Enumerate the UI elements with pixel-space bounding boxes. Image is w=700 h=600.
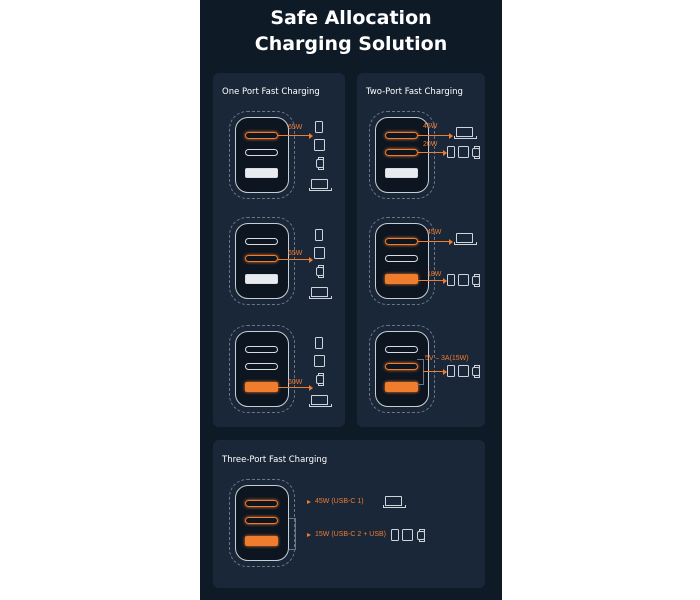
panel-three-port — [213, 440, 485, 588]
laptop-icon — [311, 287, 328, 297]
watch-icon — [472, 148, 480, 157]
usb-c2-port — [385, 255, 418, 262]
phone-icon — [315, 337, 323, 349]
usb-a-port — [385, 168, 418, 178]
charger-icon — [235, 117, 289, 193]
usb-a-port — [245, 168, 278, 178]
usb-c1-port — [245, 346, 278, 353]
usb-c1-port — [385, 132, 418, 139]
tablet-icon — [458, 146, 469, 158]
tablet-icon — [314, 139, 325, 151]
power-label: 18W — [427, 271, 442, 278]
tablet-icon — [458, 274, 469, 286]
watch-icon — [417, 531, 425, 540]
usb-c2-port — [245, 517, 278, 524]
power-label: 45W — [427, 229, 442, 236]
watch-icon — [472, 276, 480, 285]
power-label: 45W (USB-C 1) — [315, 498, 364, 505]
output-arrow — [417, 241, 451, 242]
panel-one-port — [213, 73, 345, 427]
panel-title: One Port Fast Charging — [222, 87, 320, 97]
usb-c2-port — [385, 149, 418, 156]
watch-icon — [316, 375, 324, 384]
usb-c2-port — [245, 363, 278, 370]
port-bracket — [417, 359, 424, 385]
usb-a-port — [245, 382, 278, 392]
tablet-icon — [314, 355, 325, 367]
laptop-icon — [456, 233, 473, 243]
output-arrow — [277, 135, 311, 136]
usb-c1-port — [245, 132, 278, 139]
charger-icon — [235, 485, 289, 561]
usb-c2-port — [245, 149, 278, 156]
power-label: 60W — [288, 379, 303, 386]
panel-title: Three-Port Fast Charging — [222, 455, 328, 465]
watch-icon — [472, 367, 480, 376]
power-label: 15W (USB-C 2 + USB) — [315, 531, 386, 538]
charger-icon — [235, 223, 289, 299]
laptop-icon — [311, 395, 328, 405]
infographic — [200, 0, 502, 600]
power-label: 65W — [288, 124, 303, 131]
panel-title: Two-Port Fast Charging — [366, 87, 463, 97]
watch-icon — [316, 159, 324, 168]
phone-icon — [447, 365, 455, 377]
phone-icon — [315, 229, 323, 241]
output-arrow — [417, 280, 445, 281]
charger-icon — [375, 117, 429, 193]
power-label: 65W — [288, 250, 303, 257]
power-label: 20W — [423, 141, 438, 148]
device-icons — [311, 229, 351, 305]
phone-icon — [447, 274, 455, 286]
usb-c2-port — [385, 363, 418, 370]
usb-c1-port — [245, 238, 278, 245]
arrow-icon — [307, 500, 311, 504]
laptop-icon — [456, 127, 473, 137]
usb-c2-port — [245, 255, 278, 262]
phone-icon — [391, 529, 399, 541]
device-icons — [311, 121, 351, 197]
tablet-icon — [458, 365, 469, 377]
laptop-icon — [311, 179, 328, 189]
phone-icon — [447, 146, 455, 158]
device-icons — [311, 337, 351, 413]
output-arrow — [277, 387, 311, 388]
usb-c1-port — [245, 500, 278, 507]
usb-a-port — [385, 382, 418, 392]
charger-icon — [235, 331, 289, 407]
panel-two-port — [357, 73, 485, 427]
arrow-icon — [307, 533, 311, 537]
usb-a-port — [385, 274, 418, 284]
usb-a-port — [245, 274, 278, 284]
tablet-icon — [314, 247, 325, 259]
laptop-icon — [385, 496, 402, 506]
port-bracket — [289, 518, 296, 550]
tablet-icon — [402, 529, 413, 541]
phone-icon — [315, 121, 323, 133]
power-label: 45W — [423, 123, 438, 130]
usb-a-port — [245, 536, 278, 546]
watch-icon — [316, 267, 324, 276]
output-arrow — [423, 371, 445, 372]
title-line-1: Safe Allocation — [270, 7, 432, 29]
output-arrow — [417, 135, 451, 136]
power-label: 5V ⎯ 3A(15W) — [425, 355, 469, 362]
title-line-2: Charging Solution — [254, 33, 448, 55]
output-arrow — [277, 259, 311, 260]
usb-c1-port — [385, 238, 418, 245]
usb-c1-port — [385, 346, 418, 353]
charger-icon — [375, 223, 429, 299]
output-arrow — [417, 152, 445, 153]
